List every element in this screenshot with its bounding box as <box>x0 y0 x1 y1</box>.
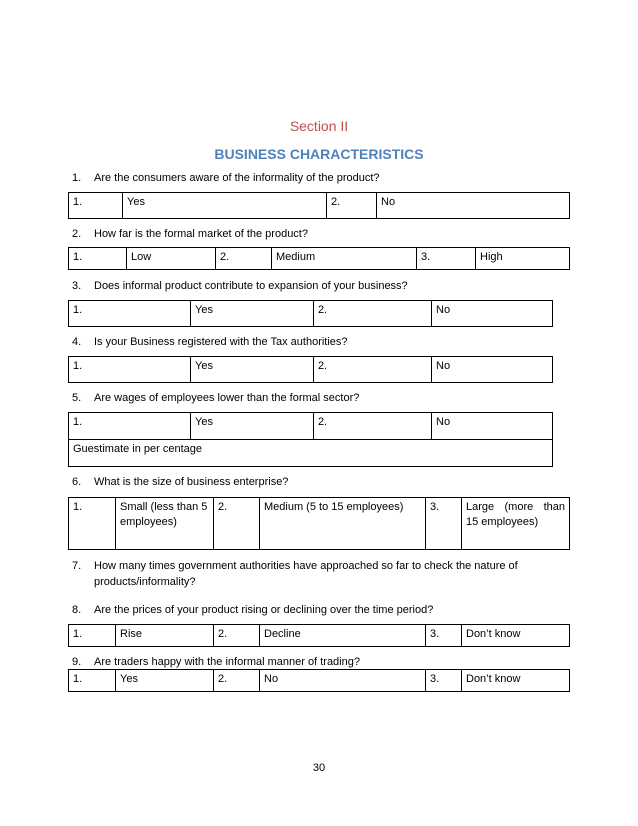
question-number: 4. <box>72 336 82 348</box>
question-text: What is the size of business enterprise? <box>94 476 289 488</box>
option-label[interactable]: Low <box>127 248 216 270</box>
option-number: 1. <box>69 670 116 692</box>
question-text: How many times government authorities have approached so far to check the nature of products/informality? <box>94 560 518 588</box>
answer-table-4 <box>68 356 553 383</box>
answer-table-2 <box>68 247 570 270</box>
question-4 <box>72 334 574 350</box>
option-label[interactable]: Don’t know <box>462 625 570 647</box>
option-label[interactable]: Yes <box>191 357 314 383</box>
question-text: Are the prices of your product rising or declining over the time period? <box>94 604 434 616</box>
section-title: Section II <box>289 118 349 134</box>
question-number: 8. <box>72 604 82 616</box>
question-text: Are wages of employees lower than the formal sector? <box>94 392 360 404</box>
question-text: Is your Business registered with the Tax authorities? <box>94 336 348 348</box>
option-number: 1. <box>69 248 127 270</box>
option-label[interactable]: Don’t know <box>462 670 570 692</box>
question-6 <box>72 474 574 490</box>
question-number: 2. <box>72 228 82 240</box>
option-number: 2. <box>314 413 432 440</box>
question-2 <box>72 226 574 242</box>
option-label[interactable]: Rise <box>116 625 214 647</box>
page-number: 30 <box>312 762 326 774</box>
question-number: 6. <box>72 476 82 488</box>
question-text: How far is the formal market of the product? <box>94 228 308 240</box>
option-number: 1. <box>69 357 191 383</box>
option-label[interactable]: No <box>432 301 553 327</box>
question-9 <box>72 654 574 670</box>
answer-table-5 <box>68 412 553 467</box>
question-7 <box>72 558 566 590</box>
question-number: 9. <box>72 656 82 668</box>
option-number: 1. <box>69 193 123 219</box>
option-number: 2. <box>327 193 377 219</box>
answer-table-6 <box>68 497 570 550</box>
option-label[interactable]: Medium <box>272 248 417 270</box>
option-label[interactable]: Large (more than 15 employees) <box>462 498 570 550</box>
option-number: 2. <box>214 625 260 647</box>
option-number: 2. <box>314 301 432 327</box>
question-number: 3. <box>72 280 82 292</box>
option-number: 3. <box>426 498 462 550</box>
option-label[interactable]: Medium (5 to 15 employees) <box>260 498 426 550</box>
option-number: 3. <box>417 248 476 270</box>
option-label[interactable]: No <box>432 357 553 383</box>
option-number: 2. <box>214 670 260 692</box>
option-number: 1. <box>69 498 116 550</box>
option-number: 1. <box>69 625 116 647</box>
option-label[interactable]: Decline <box>260 625 426 647</box>
option-number: 2. <box>214 498 260 550</box>
question-8 <box>72 602 574 618</box>
option-number: 2. <box>216 248 272 270</box>
question-1 <box>72 170 574 186</box>
question-3 <box>72 278 574 294</box>
question-text: Are the consumers aware of the informality of the product? <box>94 172 380 184</box>
option-number: 1. <box>69 413 191 440</box>
question-number: 5. <box>72 392 82 404</box>
question-text: Does informal product contribute to expansion of your business? <box>94 280 408 292</box>
option-label[interactable]: High <box>476 248 570 270</box>
question-5 <box>72 390 574 406</box>
answer-table-1 <box>68 192 570 219</box>
option-label[interactable]: Yes <box>191 301 314 327</box>
section-heading: BUSINESS CHARACTERISTICS <box>214 146 424 162</box>
option-label[interactable]: Yes <box>116 670 214 692</box>
option-label[interactable]: No <box>432 413 553 440</box>
option-number: 3. <box>426 670 462 692</box>
answer-table-8 <box>68 624 570 647</box>
option-label[interactable]: Yes <box>191 413 314 440</box>
option-label[interactable]: Yes <box>123 193 327 219</box>
question-number: 7. <box>72 560 82 572</box>
option-number: 1. <box>69 301 191 327</box>
option-label[interactable]: No <box>260 670 426 692</box>
guestimate-field[interactable]: Guestimate in per centage <box>69 440 553 467</box>
option-label[interactable]: Small (less than 5 employees) <box>116 498 214 550</box>
answer-table-3 <box>68 300 553 327</box>
answer-table-9 <box>68 669 570 692</box>
question-number: 1. <box>72 172 82 184</box>
option-label[interactable]: No <box>377 193 570 219</box>
option-number: 3. <box>426 625 462 647</box>
option-number: 2. <box>314 357 432 383</box>
question-text: Are traders happy with the informal manner of trading? <box>94 656 360 668</box>
